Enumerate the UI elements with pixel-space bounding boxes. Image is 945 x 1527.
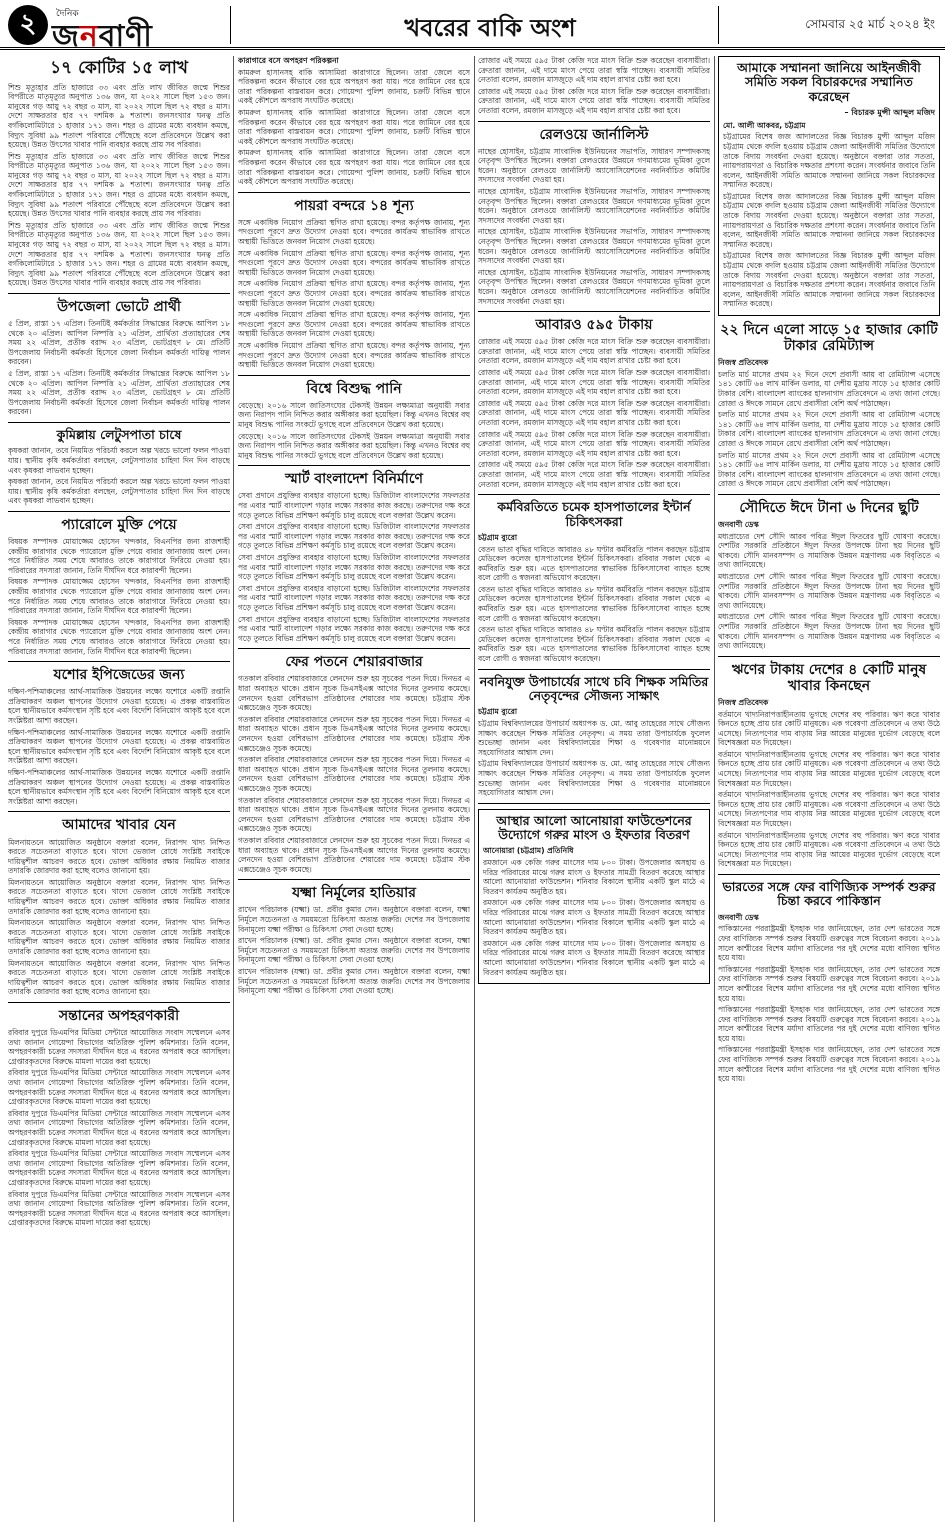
story-body: রবিবার দুপুরে ডিএমপির মিডিয়া সেন্টারে আয়োজিত সংবাদ সম্মেলনে এসব তথ্য জানান গোয়েন্দা বিভাগের অতিরিক্ত পুলিশ কমিশনার। তিনি বলেন, অপহরণকারী চক্রের সদস্যরা দীর্ঘদিন ধরে এ ধরনের অপরাধ করে আসছিল। গ্রেপ্তারকৃতদের বিরুদ্ধে মামলা দায়ের করা হয়েছে।: [8, 1149, 230, 1188]
headline: ২২ দিনে এলো সাড়ে ১৫ হাজার কোটি টাকার রেমিট্যান্স: [720, 322, 938, 355]
story-iftar: [478, 809, 710, 984]
story-pakistan: [718, 880, 940, 1084]
story-divider: [718, 656, 940, 657]
story-divider: [238, 192, 470, 193]
story-body: চট্টগ্রাম বিশ্ববিদ্যালয়ের উপাচার্য অধ্যাপক ড. মো. আবু তাহেরের সাথে সৌজন্য সাক্ষাৎ করেছেন শিক্ষক সমিতির নেতৃবৃন্দ। এ সময় তারা উপাচার্যকে ফুলেল শুভেচ্ছা জানান এবং বিশ্ববিদ্যালয়ের শিক্ষা ও গবেষণার মানোন্নয়নে সহযোগিতার আশ্বাস দেন।: [478, 759, 710, 798]
story-body: রাখেন পরিচালক (যক্ষ্মা) ডা. প্রবীর কুমার সেন। অনুষ্ঠানে বক্তারা বলেন, যক্ষ্মা নির্মূলে সচেতনতা ও সময়মতো চিকিৎসা অত্যন্ত জরুরি। দেশের সব উপজেলায় বিনামূল্যে যক্ষ্মা পরীক্ষা ও চিকিৎসা সেবা দেওয়া হচ্ছে।: [238, 936, 470, 965]
story-lawyers: [718, 56, 940, 316]
story-body: দক্ষিণ-পশ্চিমাঞ্চলের আর্থ-সামাজিক উন্নয়নের লক্ষ্যে যশোরে একটি রপ্তানি প্রক্রিয়াকরণ অঞ্চল স্থাপনের উদ্যোগ নেওয়া হয়েছে। এ প্রকল্প বাস্তবায়িত হলে স্থানীয়ভাবে কর্মসংস্থান সৃষ্টি হবে এবং বিদেশি বিনিয়োগ আকৃষ্ট হবে বলে সংশ্লিষ্টরা আশা করছেন।: [8, 727, 230, 766]
story-body: গতকাল রবিবার শেয়ারবাজারে লেনদেন শুরু হয় সূচকের পতন দিয়ে। দিনভর এ ধারা অব্যাহত থাকে। প্রধান সূচক ডিএসইএক্স আগের দিনের তুলনায় কমেছে। লেনদেন হওয়া বেশিরভাগ প্রতিষ্ঠানের শেয়ারের দাম কমেছে। চট্টগ্রাম স্টক এক্সচেঞ্জেও সূচক কমেছে।: [238, 714, 470, 753]
story-body: গতকাল রবিবার শেয়ারবাজারে লেনদেন শুরু হয় সূচকের পতন দিয়ে। দিনভর এ ধারা অব্যাহত থাকে। প্রধান সূচক ডিএসইএক্স আগের দিনের তুলনায় কমেছে। লেনদেন হওয়া বেশিরভাগ প্রতিষ্ঠানের শেয়ারের দাম কমেছে। চট্টগ্রাম স্টক এক্সচেঞ্জেও সূচক কমেছে।: [238, 755, 470, 793]
column-4: [718, 56, 940, 1522]
headline: যক্ষ্মা নির্মূলের হাতিয়ার: [292, 885, 416, 902]
story-body: বেতন ভাতা বৃদ্ধির দাবিতে আবারও ৪৮ ঘণ্টার কর্মবিরতি পালন করছেন চট্টগ্রাম মেডিকেল কলেজ হাসপাতালের ইন্টার্ন চিকিৎসকরা। রবিবার সকাল থেকে এ কর্মবিরতি শুরু হয়। এতে হাসপাতালের স্বাভাবিক চিকিৎসাসেবা ব্যাহত হচ্ছে বলে রোগী ও স্বজনরা অভিযোগ করেছেন।: [478, 584, 710, 623]
section-title: খবরের বাকি অংশ: [404, 13, 576, 42]
story-body: রমজানে এক কেজি গরুর মাংসের দাম ৮০০ টাকা। উপজেলার অসহায় ও দরিদ্র পরিবারের মাঝে গরুর মাংস ও ইফতার সামগ্রী বিতরণ করেছে আস্থার আলো আনোয়ারা ফাউন্ডেশন। শনিবার বিকালে স্থানীয় একটি স্কুল মাঠে এ বিতরণ কার্যক্রম অনুষ্ঠিত হয়।: [483, 858, 705, 896]
story-body: কামরুল হাসানসহ বাকি আসামিরা কারাগারে ছিলেন। তারা জেলে বসে পরিকল্পনা করেন কীভাবে বের হয়ে অপহরণ করা যায়। পরে জামিনে বের হয়ে তারা পরিকল্পনা বাস্তবায়ন করে। গোয়েন্দা পুলিশ জানায়, চক্রটি বিভিন্ন স্থানে একই কৌশলে অপরাধ সংঘটিত করেছে।: [238, 148, 470, 187]
story-divider: [238, 879, 470, 880]
story-body: ৫ প্রিল, রাস্তা ১৭ এপ্রিল। তিনটিই কর্মকর্তার সিদ্ধান্তের বিরুদ্ধে আপিল ১৮ থেকে ২০ এপ্রিল। আপিল নিষ্পত্তি ২১ এপ্রিল, প্রার্থিতা প্রত্যাহারের শেষ সময় ২২ এপ্রিল, প্রতীক বরাদ্দ ২৩ এপ্রিল, ভোটগ্রহণ ৮ মে। প্রতিটি উপজেলায় নির্বাচনী কর্মকর্তা হিসেবে জেলা নির্বাচন কর্মকর্তা দায়িত্ব পালন করবেন।: [8, 369, 230, 417]
story-body: মিলনায়তনে আয়োজিত অনুষ্ঠানে বক্তারা বলেন, নিরাপদ খাদ্য নিশ্চিত করতে সচেতনতা বাড়াতে হবে। খাদ্যে ভেজাল রোধে সংশ্লিষ্ট সবাইকে দায়িত্বশীল আচরণ করতে হবে। ভোক্তা অধিকার রক্ষায় নিয়মিত বাজার তদারকি জোরদার করা হচ্ছে বলেও জানানো হয়।: [8, 837, 230, 876]
story-body: রোজার এই সময়ে ৫৯৫ টাকা কেজি দরে মাংস বিক্রি শুরু করেছেন ব্যবসায়ীরা। ক্রেতারা জানান, এই দামে মাংস পেয়ে তারা স্বস্তি পাচ্ছেন। ব্যবসায়ী সমিতির নেতারা বলেন, রমজান মাসজুড়ে এই দাম বহাল রাখার চেষ্টা করা হবে।: [478, 429, 710, 458]
headline: ফের পতনে শেয়ারবাজার: [285, 654, 423, 671]
story-body: বিষয়ক সম্পাদক মোয়াজ্জেম হোসেন খন্দকার, বিএনপির জন্য রাজশাহী কেন্দ্রীয় কারাগার থেকে প্যারোলে মুক্তি পেয়ে বাবার জানাজায় অংশ নেন। পরে নির্ধারিত সময় শেষে আবারও তাকে কারাগারে ফিরিয়ে নেওয়া হয়। পরিবারের সদস্যরা জানান, তিনি দীর্ঘদিন ধরে কারাবন্দী ছিলেন।: [8, 577, 230, 616]
story-body: সঙ্গে একাধিক নিয়োগ প্রক্রিয়া স্থগিত রাখা হয়েছে। বন্দর কর্তৃপক্ষ জানায়, শূন্য পদগুলো পূরণে দ্রুত উদ্যোগ নেওয়া হবে। বন্দরের কার্যক্রম স্বাভাবিক রাখতে অস্থায়ী ভিত্তিতে জনবল নিয়োগ দেওয়া হয়েছে।: [238, 340, 470, 370]
story-body: বিষয়ক সম্পাদক মোয়াজ্জেম হোসেন খন্দকার, বিএনপির জন্য রাজশাহী কেন্দ্রীয় কারাগার থেকে প্যারোলে মুক্তি পেয়ে বাবার জানাজায় অংশ নেন। পরে নির্ধারিত সময় শেষে আবারও তাকে কারাগারে ফিরিয়ে নেওয়া হয়। পরিবারের সদস্যরা জানান, তিনি দীর্ঘদিন ধরে কারাবন্দী ছিলেন।: [8, 537, 230, 575]
story-body: রবিবার দুপুরে ডিএমপির মিডিয়া সেন্টারে আয়োজিত সংবাদ সম্মেলনে এসব তথ্য জানান গোয়েন্দা বিভাগের অতিরিক্ত পুলিশ কমিশনার। তিনি বলেন, অপহরণকারী চক্রের সদস্যরা দীর্ঘদিন ধরে এ ধরনের অপরাধ করে আসছিল। গ্রেপ্তারকৃতদের বিরুদ্ধে মামলা দায়ের করা হয়েছে।: [8, 1108, 230, 1147]
story-body: দক্ষিণ-পশ্চিমাঞ্চলের আর্থ-সামাজিক উন্নয়নের লক্ষ্যে যশোরে একটি রপ্তানি প্রক্রিয়াকরণ অঞ্চল স্থাপনের উদ্যোগ নেওয়া হয়েছে। এ প্রকল্প বাস্তবায়িত হলে স্থানীয়ভাবে কর্মসংস্থান সৃষ্টি হবে এবং বিদেশি বিনিয়োগ আকৃষ্ট হবে বলে সংশ্লিষ্টরা আশা করছেন।: [8, 687, 230, 726]
story-price: [478, 317, 710, 489]
story-body: মধ্যপ্রাচ্যের দেশ সৌদি আরব পবিত্র ঈদুল ফিতরের ছুটি ঘোষণা করেছে। দেশটির সরকারি প্রতিষ্ঠানে ঈদুল ফিতর উপলক্ষে টানা ছয় দিনের ছুটি থাকবে। সৌদি মানবসম্পদ ও সামাজিক উন্নয়ন মন্ত্রণালয় এক বিবৃতিতে এ তথ্য জানিয়েছে।: [718, 571, 940, 610]
story-body: কৃষকরা জানান, তবে নিয়মিত পরিচর্যা করলে অল্প খরচে ভালো ফলন পাওয়া যায়। স্থানীয় কৃষি কর্মকর্তারা বলছেন, লেটুসপাতার চাহিদা দিন দিন বাড়ছে এবং কৃষকরা লাভবান হচ্ছেন।: [8, 446, 230, 475]
story-divider: [478, 494, 710, 495]
headline: যশোর ইপিজেডের জন্য: [53, 667, 185, 684]
story-body: মধ্যপ্রাচ্যের দেশ সৌদি আরব পবিত্র ঈদুল ফিতরের ছুটি ঘোষণা করেছে। দেশটির সরকারি প্রতিষ্ঠানে ঈদুল ফিতর উপলক্ষে টানা ছয় দিনের ছুটি থাকবে। সৌদি মানবসম্পদ ও সামাজিক উন্নয়ন মন্ত্রণালয় এক বিবৃতিতে এ তথ্য জানিয়েছে।: [718, 612, 940, 651]
headline: কর্মবিরতিতে চমেক হাসপাতালের ইন্টার্ন চিকিৎসকরা: [497, 499, 691, 529]
headline: আমাদের খাবার যেন: [62, 817, 176, 834]
headline: স্মার্ট বাংলাদেশ বিনির্মাণে: [285, 471, 423, 488]
story-body: চলতি মার্চ মাসের প্রথম ২২ দিনে দেশে প্রবাসী আয় বা রেমিট্যান্স এসেছে ১৪১ কোটি ৬৪ লাখ মার্কিন ডলার, যা দেশীয় মুদ্রায় সাড়ে ১৫ হাজার কোটি টাকার বেশি। বাংলাদেশ ব্যাংকের হালনাগাদ প্রতিবেদনে এ তথ্য জানা গেছে। রোজা ও ঈদকে সামনে রেখে প্রবাসীরা বেশি অর্থ পাঠাচ্ছেন।: [718, 450, 940, 489]
story-tb: [238, 885, 470, 995]
story-body: রবিবার দুপুরে ডিএমপির মিডিয়া সেন্টারে আয়োজিত সংবাদ সম্মেলনে এসব তথ্য জানান গোয়েন্দা বিভাগের অতিরিক্ত পুলিশ কমিশনার। তিনি বলেন, অপহরণকারী চক্রের সদস্যরা দীর্ঘদিন ধরে এ ধরনের অপরাধ করে আসছিল। গ্রেপ্তারকৃতদের বিরুদ্ধে মামলা দায়ের করা হয়েছে।: [8, 1028, 230, 1066]
story-body: সেবা প্রদানে প্রযুক্তির ব্যবহার বাড়ানো হচ্ছে। ডিজিটাল বাংলাদেশের সফলতার পর এবার স্মার্ট বাংলাদেশ গড়ার লক্ষ্যে সরকার কাজ করছে। তরুণদের দক্ষ করে গড়ে তুলতে বিভিন্ন প্রশিক্ষণ কর্মসূচি চালু রয়েছে বলে বক্তারা উল্লেখ করেন।: [238, 491, 470, 520]
story-body: মিলনায়তনে আয়োজিত অনুষ্ঠানে বক্তারা বলেন, নিরাপদ খাদ্য নিশ্চিত করতে সচেতনতা বাড়াতে হবে। খাদ্যে ভেজাল রোধে সংশ্লিষ্ট সবাইকে দায়িত্বশীল আচরণ করতে হবে। ভোক্তা অধিকার রক্ষায় নিয়মিত বাজার তদারকি জোরদার করা হচ্ছে বলেও জানানো হয়।: [8, 958, 230, 997]
story-body: গতকাল রবিবার শেয়ারবাজারে লেনদেন শুরু হয় সূচকের পতন দিয়ে। দিনভর এ ধারা অব্যাহত থাকে। প্রধান সূচক ডিএসইএক্স আগের দিনের তুলনায় কমেছে। লেনদেন হওয়া বেশিরভাগ প্রতিষ্ঠানের শেয়ারের দাম কমেছে। চট্টগ্রাম স্টক এক্সচেঞ্জেও সূচক কমেছে।: [238, 674, 470, 713]
masthead-divider: [718, 6, 719, 44]
story-body: বেতন ভাতা বৃদ্ধির দাবিতে আবারও ৪৮ ঘণ্টার কর্মবিরতি পালন করছেন চট্টগ্রাম মেডিকেল কলেজ হাসপাতালের ইন্টার্ন চিকিৎসকরা। রবিবার সকাল থেকে এ কর্মবিরতি শুরু হয়। এতে হাসপাতালের স্বাভাবিক চিকিৎসাসেবা ব্যাহত হচ্ছে বলে রোগী ও স্বজনরা অভিযোগ করেছেন।: [478, 625, 710, 664]
story-body: বর্তমানে খাদ্যনিরাপত্তাহীনতায় ভুগছে দেশের বহু পরিবার। ঋণ করে খাবার কিনতে হচ্ছে প্রায় চার কোটি মানুষকে। এক গবেষণা প্রতিবেদনে এ তথ্য উঠে এসেছে। নিত্যপণ্যের দাম বাড়ায় নিম্ন আয়ের মানুষের দুর্ভোগ বেড়েছে বলে বিশেষজ্ঞরা মত দিয়েছেন।: [718, 830, 940, 869]
story-divider: [8, 1002, 230, 1003]
story-body: পাকিস্তানের পররাষ্ট্রমন্ত্রী ইসহাক দার জানিয়েছেন, তার দেশ ভারতের সঙ্গে ফের বাণিজ্যিক সম্পর্ক শুরুর বিষয়টি গুরুত্বের সঙ্গে বিবেচনা করবে। ২০১৯ সালে কাশ্মীরের বিশেষ মর্যাদা বাতিলের পর দুই দেশের মধ্যে বাণিজ্য স্থগিত হয়ে যায়।: [718, 1045, 940, 1084]
story-body: সঙ্গে একাধিক নিয়োগ প্রক্রিয়া স্থগিত রাখা হয়েছে। বন্দর কর্তৃপক্ষ জানায়, শূন্য পদগুলো পূরণে দ্রুত উদ্যোগ নেওয়া হবে। বন্দরের কার্যক্রম স্বাভাবিক রাখতে অস্থায়ী ভিত্তিতে জনবল নিয়োগ দেওয়া হয়েছে।: [238, 217, 470, 246]
byline: জনবাণী ডেস্ক: [718, 912, 759, 922]
logo-prefix: দৈনিক: [56, 9, 79, 19]
headline: সৌদিতে ঈদে টানা ৬ দিনের ছুটি: [739, 499, 919, 516]
quote-attribution: – বিচারক মুন্সী আব্দুল মজিদ: [844, 107, 935, 118]
headline: উপজেলা ভোটে প্রার্থী: [57, 299, 181, 316]
story-smart: [238, 471, 470, 643]
headline: আমাকে সম্মাননা জানিয়ে আইনজীবী সমিতি সকল বিচারকদের সম্মানিত করেছেন: [737, 60, 921, 104]
story-comilla: [8, 428, 230, 506]
story-body: মিলনায়তনে আয়োজিত অনুষ্ঠানে বক্তারা বলেন, নিরাপদ খাদ্য নিশ্চিত করতে সচেতনতা বাড়াতে হবে। খাদ্যে ভেজাল রোধে সংশ্লিষ্ট সবাইকে দায়িত্বশীল আচরণ করতে হবে। ভোক্তা অধিকার রক্ষায় নিয়মিত বাজার তদারকি জোরদার করা হচ্ছে বলেও জানানো হয়।: [8, 918, 230, 957]
story-jessore: [8, 667, 230, 806]
story-body: নাছের হোসাইন, চট্টগ্রাম সাংবাদিক ইউনিয়নের সভাপতি, সাধারণ সম্পাদকসহ নেতৃবৃন্দ উপস্থিত ছিলেন। বক্তারা রেলওয়ের উন্নয়নে গণমাধ্যমের ভূমিকা তুলে ধরেন। অনুষ্ঠানে রেলওয়ে জার্নালিস্ট অ্যাসোসিয়েশনের নবনির্বাচিত কমিটির সদস্যদের সংবর্ধনা দেওয়া হয়।: [478, 227, 710, 266]
story-body: বিষয়ক সম্পাদক মোয়াজ্জেম হোসেন খন্দকার, বিএনপির জন্য রাজশাহী কেন্দ্রীয় কারাগার থেকে প্যারোলে মুক্তি পেয়ে বাবার জানাজায় অংশ নেন। পরে নির্ধারিত সময় শেষে আবারও তাকে কারাগারে ফিরিয়ে নেওয়া হয়। পরিবারের সদস্যরা জানান, তিনি দীর্ঘদিন ধরে কারাবন্দী ছিলেন।: [8, 617, 230, 656]
column-rule: [714, 56, 715, 1522]
story-body: সেবা প্রদানে প্রযুক্তির ব্যবহার বাড়ানো হচ্ছে। ডিজিটাল বাংলাদেশের সফলতার পর এবার স্মার্ট বাংলাদেশ গড়ার লক্ষ্যে সরকার কাজ করছে। তরুণদের দক্ষ করে গড়ে তুলতে বিভিন্ন প্রশিক্ষণ কর্মসূচি চালু রয়েছে বলে বক্তারা উল্লেখ করেন।: [238, 553, 470, 582]
column-rule: [233, 56, 234, 1522]
story-divider: [238, 648, 470, 649]
story-body: শিশু মৃত্যুহার প্রতি হাজারে ৩৩ এবং প্রতি লাখ জীবিত জন্মে শিশুর বিপরীতে মাতৃমৃত্যুর অনুপাত ১৩৬ জন, যা ২০২২ সালে ছিল ১৫৩ জন। মানুষের গড় আয়ু ৭২ বছর ৩ মাস, যা ২০২২ সালে ছিল ৭২ বছর ৪ মাস। দেশে সাক্ষরতার হার ৭৭ দশমিক ৯ শতাংশ। জনসংখ্যার ঘনত্ব প্রতি বর্গকিলোমিটারে ১ হাজার ১৭১ জন। শহর ও গ্রামের মধ্যে ব্যবধান কমছে, বিদ্যুৎ সুবিধা ৯৯ শতাংশ পরিবারে পৌঁছেছে বলে প্রতিবেদনে উল্লেখ করা হয়েছে। উন্নত উৎসের খাবার পানি ব্যবহার করছে প্রায় সব পরিবার।: [8, 82, 230, 150]
story-body: রমজানে এক কেজি গরুর মাংসের দাম ৮০০ টাকা। উপজেলার অসহায় ও দরিদ্র পরিবারের মাঝে গরুর মাংস ও ইফতার সামগ্রী বিতরণ করেছে আস্থার আলো আনোয়ারা ফাউন্ডেশন। শনিবার বিকালে স্থানীয় একটি স্কুল মাঠে এ বিতরণ কার্যক্রম অনুষ্ঠিত হয়।: [483, 898, 705, 937]
story-saudi: [718, 500, 940, 651]
story-loan: [718, 662, 940, 869]
story-body: রাখেন পরিচালক (যক্ষ্মা) ডা. প্রবীর কুমার সেন। অনুষ্ঠানে বক্তারা বলেন, যক্ষ্মা নির্মূলে সচেতনতা ও সময়মতো চিকিৎসা অত্যন্ত জরুরি। দেশের সব উপজেলায় বিনামূল্যে যক্ষ্মা পরীক্ষা ও চিকিৎসা সেবা দেওয়া হচ্ছে।: [238, 905, 470, 934]
story-body: মধ্যপ্রাচ্যের দেশ সৌদি আরব পবিত্র ঈদুল ফিতরের ছুটি ঘোষণা করেছে। দেশটির সরকারি প্রতিষ্ঠানে ঈদুল ফিতর উপলক্ষে টানা ছয় দিনের ছুটি থাকবে। সৌদি মানবসম্পদ ও সামাজিক উন্নয়ন মন্ত্রণালয় এক বিবৃতিতে এ তথ্য জানিয়েছে।: [718, 531, 940, 570]
column-2: [238, 56, 470, 1522]
headline: রেলওয়ে জার্নালিস্ট: [539, 126, 649, 143]
story-body: চলতি মার্চ মাসের প্রথম ২২ দিনে দেশে প্রবাসী আয় বা রেমিট্যান্স এসেছে ১৪১ কোটি ৬৪ লাখ মার্কিন ডলার, যা দেশীয় মুদ্রায় সাড়ে ১৫ হাজার কোটি টাকার বেশি। বাংলাদেশ ব্যাংকের হালনাগাদ প্রতিবেদনে এ তথ্য জানা গেছে। রোজা ও ঈদকে সামনে রেখে প্রবাসীরা বেশি অর্থ পাঠাচ্ছেন।: [718, 410, 940, 448]
story-body: রোজার এই সময়ে ৫৯৫ টাকা কেজি দরে মাংস বিক্রি শুরু করেছেন ব্যবসায়ীরা। ক্রেতারা জানান, এই দামে মাংস পেয়ে তারা স্বস্তি পাচ্ছেন। ব্যবসায়ী সমিতির নেতারা বলেন, রমজান মাসজুড়ে এই দাম বহাল রাখার চেষ্টা করা হবে।: [478, 56, 710, 85]
story-upazila: [8, 299, 230, 417]
subheading: কারাগারে বসে অপহরণ পরিকল্পনা: [238, 56, 339, 65]
story-body: রবিবার দুপুরে ডিএমপির মিডিয়া সেন্টারে আয়োজিত সংবাদ সম্মেলনে এসব তথ্য জানান গোয়েন্দা বিভাগের অতিরিক্ত পুলিশ কমিশনার। তিনি বলেন, অপহরণকারী চক্রের সদস্যরা দীর্ঘদিন ধরে এ ধরনের অপরাধ করে আসছিল। গ্রেপ্তারকৃতদের বিরুদ্ধে মামলা দায়ের করা হয়েছে।: [8, 1068, 230, 1107]
story-body: রবিবার দুপুরে ডিএমপির মিডিয়া সেন্টারে আয়োজিত সংবাদ সম্মেলনে এসব তথ্য জানান গোয়েন্দা বিভাগের অতিরিক্ত পুলিশ কমিশনার। তিনি বলেন, অপহরণকারী চক্রের সদস্যরা দীর্ঘদিন ধরে এ ধরনের অপরাধ করে আসছিল। গ্রেপ্তারকৃতদের বিরুদ্ধে মামলা দায়ের করা হয়েছে।: [8, 1189, 230, 1228]
story-divider: [478, 121, 710, 122]
page-number: ২: [8, 5, 48, 45]
story-divider: [718, 874, 940, 875]
story-railway: [478, 127, 710, 307]
story-body: গতকাল রবিবার শেয়ারবাজারে লেনদেন শুরু হয় সূচকের পতন দিয়ে। দিনভর এ ধারা অব্যাহত থাকে। প্রধান সূচক ডিএসইএক্স আগের দিনের তুলনায় কমেছে। লেনদেন হওয়া বেশিরভাগ প্রতিষ্ঠানের শেয়ারের দাম কমেছে। চট্টগ্রাম স্টক এক্সচেঞ্জেও সূচক কমেছে।: [238, 835, 470, 874]
story-body: রাখেন পরিচালক (যক্ষ্মা) ডা. প্রবীর কুমার সেন। অনুষ্ঠানে বক্তারা বলেন, যক্ষ্মা নির্মূলে সচেতনতা ও সময়মতো চিকিৎসা অত্যন্ত জরুরি। দেশের সব উপজেলায় বিনামূল্যে যক্ষ্মা পরীক্ষা ও চিকিৎসা সেবা দেওয়া হচ্ছে।: [238, 967, 470, 996]
story-body: রোজার এই সময়ে ৫৯৫ টাকা কেজি দরে মাংস বিক্রি শুরু করেছেন ব্যবসায়ীরা। ক্রেতারা জানান, এই দামে মাংস পেয়ে তারা স্বস্তি পাচ্ছেন। ব্যবসায়ী সমিতির নেতারা বলেন, রমজান মাসজুড়ে এই দাম বহাল রাখার চেষ্টা করা হবে।: [478, 460, 710, 489]
story-body: সেবা প্রদানে প্রযুক্তির ব্যবহার বাড়ানো হচ্ছে। ডিজিটাল বাংলাদেশের সফলতার পর এবার স্মার্ট বাংলাদেশ গড়ার লক্ষ্যে সরকার কাজ করছে। তরুণদের দক্ষ করে গড়ে তুলতে বিভিন্ন প্রশিক্ষণ কর্মসূচি চালু রয়েছে বলে বক্তারা উল্লেখ করেন।: [238, 522, 470, 551]
story-prison: [238, 56, 470, 187]
headline: ভারতের সঙ্গে ফের বাণিজ্যিক সম্পর্ক শুরুর চিন্তা করবে পাকিস্তান: [722, 879, 936, 909]
byline: নিজস্ব প্রতিবেদক: [718, 697, 769, 707]
story-divider: [8, 293, 230, 294]
headline: সন্তানের অপহরণকারী: [58, 1008, 180, 1025]
story-body: চলতি মার্চ মাসের প্রথম ২২ দিনে দেশে প্রবাসী আয় বা রেমিট্যান্স এসেছে ১৪১ কোটি ৬৪ লাখ মার্কিন ডলার, যা দেশীয় মুদ্রায় সাড়ে ১৫ হাজার কোটি টাকার বেশি। বাংলাদেশ ব্যাংকের হালনাগাদ প্রতিবেদনে এ তথ্য জানা গেছে। রোজা ও ঈদকে সামনে রেখে প্রবাসীরা বেশি অর্থ পাঠাচ্ছেন।: [718, 369, 940, 408]
story-body: কৃষকরা জানান, তবে নিয়মিত পরিচর্যা করলে অল্প খরচে ভালো ফলন পাওয়া যায়। স্থানীয় কৃষি কর্মকর্তারা বলছেন, লেটুসপাতার চাহিদা দিন দিন বাড়ছে এবং কৃষকরা লাভবান হচ্ছেন।: [8, 477, 230, 506]
logo-part-mid: ন: [79, 19, 99, 54]
story-divider: [8, 422, 230, 423]
headline: কুমিল্লায় লেটুসপাতা চাষে: [56, 427, 182, 443]
story-body: সঙ্গে একাধিক নিয়োগ প্রক্রিয়া স্থগিত রাখা হয়েছে। বন্দর কর্তৃপক্ষ জানায়, শূন্য পদগুলো পূরণে দ্রুত উদ্যোগ নেওয়া হবে। বন্দরের কার্যক্রম স্বাভাবিক রাখতে অস্থায়ী ভিত্তিতে জনবল নিয়োগ দেওয়া হয়েছে।: [238, 310, 470, 339]
story-body: রোজার এই সময়ে ৫৯৫ টাকা কেজি দরে মাংস বিক্রি শুরু করেছেন ব্যবসায়ীরা। ক্রেতারা জানান, এই দামে মাংস পেয়ে তারা স্বস্তি পাচ্ছেন। ব্যবসায়ী সমিতির নেতারা বলেন, রমজান মাসজুড়ে এই দাম বহাল রাখার চেষ্টা করা হবে।: [478, 368, 710, 397]
story-body: শিশু মৃত্যুহার প্রতি হাজারে ৩৩ এবং প্রতি লাখ জীবিত জন্মে শিশুর বিপরীতে মাতৃমৃত্যুর অনুপাত ১৩৬ জন, যা ২০২২ সালে ছিল ১৫৩ জন। মানুষের গড় আয়ু ৭২ বছর ৩ মাস, যা ২০২২ সালে ছিল ৭২ বছর ৪ মাস। দেশে সাক্ষরতার হার ৭৭ দশমিক ৯ শতাংশ। জনসংখ্যার ঘনত্ব প্রতি বর্গকিলোমিটারে ১ হাজার ১৭১ জন। শহর ও গ্রামের মধ্যে ব্যবধান কমছে, বিদ্যুৎ সুবিধা ৯৯ শতাংশ পরিবারে পৌঁছেছে বলে প্রতিবেদনে উল্লেখ করা হয়েছে। উন্নত উৎসের খাবার পানি ব্যবহার করছে প্রায় সব পরিবার।: [8, 220, 230, 288]
story-body: চট্টগ্রামের বিশেষ জজ আদালতের বিজ্ঞ বিচারক মুন্সী আব্দুল মজিদ চট্টগ্রাম থেকে বদলি হওয়ায় চট্টগ্রাম জেলা আইনজীবী সমিতির উদ্যোগে তাকে বিদায় সংবর্ধনা দেওয়া হয়েছে। অনুষ্ঠানে বক্তারা তার সততা, ন্যায়পরায়ণতা ও বিচারিক দক্ষতার প্রশংসা করেন। সংবর্ধনার জবাবে তিনি বলেন, আইনজীবী সমিতি আমাকে সম্মাননা জানিয়ে সকল বিচারকদের সম্মানিত করেছে।: [723, 191, 935, 249]
masthead-divider: [230, 6, 231, 44]
byline: চট্টগ্রাম ব্যুরো: [478, 532, 518, 542]
headline: পায়রা বন্দরে ১৪ শূন্য: [294, 197, 414, 214]
story-crore: [8, 59, 230, 288]
story-body: মিলনায়তনে আয়োজিত অনুষ্ঠানে বক্তারা বলেন, নিরাপদ খাদ্য নিশ্চিত করতে সচেতনতা বাড়াতে হবে। খাদ্যে ভেজাল রোধে সংশ্লিষ্ট সবাইকে দায়িত্বশীল আচরণ করতে হবে। ভোক্তা অধিকার রক্ষায় নিয়মিত বাজার তদারকি জোরদার করা হচ্ছে বলেও জানানো হয়।: [8, 877, 230, 916]
headline: আবারও ৫৯৫ টাকায়: [535, 317, 653, 334]
story-payra: [238, 198, 470, 370]
story-divider: [478, 311, 710, 312]
column-3: [478, 56, 710, 1522]
story-divider: [478, 669, 710, 670]
story-divider: [238, 375, 470, 376]
story-body: বেড়েছে। ২০১৬ সালে জাতিসংঘের টেকসই উন্নয়ন লক্ষ্যমাত্রা অনুযায়ী সবার জন্য নিরাপদ পানি নিশ্চিত করার অঙ্গীকার করা হয়েছিল। কিন্তু এখনও বিশ্বের বহু মানুষ বিশুদ্ধ পানির সংকটে ভুগছে বলে প্রতিবেদনে উল্লেখ করা হয়েছে।: [238, 431, 470, 460]
story-body: রোজার এই সময়ে ৫৯৫ টাকা কেজি দরে মাংস বিক্রি শুরু করেছেন ব্যবসায়ীরা। ক্রেতারা জানান, এই দামে মাংস পেয়ে তারা স্বস্তি পাচ্ছেন। ব্যবসায়ী সমিতির নেতারা বলেন, রমজান মাসজুড়ে এই দাম বহাল রাখার চেষ্টা করা হবে।: [478, 337, 710, 366]
story-body: পাকিস্তানের পররাষ্ট্রমন্ত্রী ইসহাক দার জানিয়েছেন, তার দেশ ভারতের সঙ্গে ফের বাণিজ্যিক সম্পর্ক শুরুর বিষয়টি গুরুত্বের সঙ্গে বিবেচনা করবে। ২০১৯ সালে কাশ্মীরের বিশেষ মর্যাদা বাতিলের পর দুই দেশের মধ্যে বাণিজ্য স্থগিত হয়ে যায়।: [718, 964, 940, 1003]
story-remittance: [718, 322, 940, 489]
dateline: সোমবার ২৫ মার্চ ২০২৪ ইং: [805, 17, 935, 31]
story-body: পাকিস্তানের পররাষ্ট্রমন্ত্রী ইসহাক দার জানিয়েছেন, তার দেশ ভারতের সঙ্গে ফের বাণিজ্যিক সম্পর্ক শুরুর বিষয়টি গুরুত্বের সঙ্গে বিবেচনা করবে। ২০১৯ সালে কাশ্মীরের বিশেষ মর্যাদা বাতিলের পর দুই দেশের মধ্যে বাণিজ্য স্থগিত হয়ে যায়।: [718, 924, 940, 963]
story-parole: [8, 517, 230, 656]
story-body: সঙ্গে একাধিক নিয়োগ প্রক্রিয়া স্থগিত রাখা হয়েছে। বন্দর কর্তৃপক্ষ জানায়, শূন্য পদগুলো পূরণে দ্রুত উদ্যোগ নেওয়া হবে। বন্দরের কার্যক্রম স্বাভাবিক রাখতে অস্থায়ী ভিত্তিতে জনবল নিয়োগ দেওয়া হয়েছে।: [238, 279, 470, 308]
story-body: কামরুল হাসানসহ বাকি আসামিরা কারাগারে ছিলেন। তারা জেলে বসে পরিকল্পনা করেন কীভাবে বের হয়ে অপহরণ করা যায়। পরে জামিনে বের হয়ে তারা পরিকল্পনা বাস্তবায়ন করে। গোয়েন্দা পুলিশ জানায়, চক্রটি বিভিন্ন স্থানে একই কৌশলে অপরাধ সংঘটিত করেছে।: [238, 107, 470, 146]
story-divider: [238, 465, 470, 466]
story-body: রোজার এই সময়ে ৫৯৫ টাকা কেজি দরে মাংস বিক্রি শুরু করেছেন ব্যবসায়ীরা। ক্রেতারা জানান, এই দামে মাংস পেয়ে তারা স্বস্তি পাচ্ছেন। ব্যবসায়ী সমিতির নেতারা বলেন, রমজান মাসজুড়ে এই দাম বহাল রাখার চেষ্টা করা হবে।: [478, 86, 710, 115]
story-body: বর্তমানে খাদ্যনিরাপত্তাহীনতায় ভুগছে দেশের বহু পরিবার। ঋণ করে খাবার কিনতে হচ্ছে প্রায় চার কোটি মানুষকে। এক গবেষণা প্রতিবেদনে এ তথ্য উঠে এসেছে। নিত্যপণ্যের দাম বাড়ায় নিম্ন আয়ের মানুষের দুর্ভোগ বেড়েছে বলে বিশেষজ্ঞরা মত দিয়েছেন।: [718, 749, 940, 788]
logo-part-right: বাণী: [98, 19, 153, 54]
story-body: নাছের হোসাইন, চট্টগ্রাম সাংবাদিক ইউনিয়নের সভাপতি, সাধারণ সম্পাদকসহ নেতৃবৃন্দ উপস্থিত ছিলেন। বক্তারা রেলওয়ের উন্নয়নে গণমাধ্যমের ভূমিকা তুলে ধরেন। অনুষ্ঠানে রেলওয়ে জার্নালিস্ট অ্যাসোসিয়েশনের নবনির্বাচিত কমিটির সদস্যদের সংবর্ধনা দেওয়া হয়।: [478, 187, 710, 225]
story-body: চট্টগ্রাম বিশ্ববিদ্যালয়ের উপাচার্য অধ্যাপক ড. মো. আবু তাহেরের সাথে সৌজন্য সাক্ষাৎ করেছেন শিক্ষক সমিতির নেতৃবৃন্দ। এ সময় তারা উপাচার্যকে ফুলেল শুভেচ্ছা জানান এবং বিশ্ববিদ্যালয়ের শিক্ষা ও গবেষণার মানোন্নয়নে সহযোগিতার আশ্বাস দেন।: [478, 718, 710, 757]
headline: নবনিযুক্ত উপাচার্যের সাথে চবি শিক্ষক সমিতির নেতৃবৃন্দের সৌজন্য সাক্ষাৎ: [479, 673, 709, 703]
story-body: সেবা প্রদানে প্রযুক্তির ব্যবহার বাড়ানো হচ্ছে। ডিজিটাল বাংলাদেশের সফলতার পর এবার স্মার্ট বাংলাদেশ গড়ার লক্ষ্যে সরকার কাজ করছে। তরুণদের দক্ষ করে গড়ে তুলতে বিভিন্ন প্রশিক্ষণ কর্মসূচি চালু রয়েছে বলে বক্তারা উল্লেখ করেন।: [238, 614, 470, 643]
masthead: [0, 0, 945, 54]
story-divider: [8, 661, 230, 662]
story-body: বর্তমানে খাদ্যনিরাপত্তাহীনতায় ভুগছে দেশের বহু পরিবার। ঋণ করে খাবার কিনতে হচ্ছে প্রায় চার কোটি মানুষকে। এক গবেষণা প্রতিবেদনে এ তথ্য উঠে এসেছে। নিত্যপণ্যের দাম বাড়ায় নিম্ন আয়ের মানুষের দুর্ভোগ বেড়েছে বলে বিশেষজ্ঞরা মত দিয়েছেন।: [718, 790, 940, 829]
story-body: চট্টগ্রামের বিশেষ জজ আদালতের বিজ্ঞ বিচারক মুন্সী আব্দুল মজিদ চট্টগ্রাম থেকে বদলি হওয়ায় চট্টগ্রাম জেলা আইনজীবী সমিতির উদ্যোগে তাকে বিদায় সংবর্ধনা দেওয়া হয়েছে। অনুষ্ঠানে বক্তারা তার সততা, ন্যায়পরায়ণতা ও বিচারিক দক্ষতার প্রশংসা করেন। সংবর্ধনার জবাবে তিনি বলেন, আইনজীবী সমিতি আমাকে সম্মাননা জানিয়ে সকল বিচারকদের সম্মানিত করেছে।: [723, 251, 935, 309]
story-interns: [478, 500, 710, 663]
byline: আনোয়ারা (চট্টগ্রাম) প্রতিনিধি: [483, 846, 574, 856]
story-body: সেবা প্রদানে প্রযুক্তির ব্যবহার বাড়ানো হচ্ছে। ডিজিটাল বাংলাদেশের সফলতার পর এবার স্মার্ট বাংলাদেশ গড়ার লক্ষ্যে সরকার কাজ করছে। তরুণদের দক্ষ করে গড়ে তুলতে বিভিন্ন প্রশিক্ষণ কর্মসূচি চালু রয়েছে বলে বক্তারা উল্লেখ করেন।: [238, 583, 470, 612]
story-kidnap: [8, 1008, 230, 1228]
logo-part-left: জ: [52, 19, 80, 54]
story-body: নাছের হোসাইন, চট্টগ্রাম সাংবাদিক ইউনিয়নের সভাপতি, সাধারণ সম্পাদকসহ নেতৃবৃন্দ উপস্থিত ছিলেন। বক্তারা রেলওয়ের উন্নয়নে গণমাধ্যমের ভূমিকা তুলে ধরেন। অনুষ্ঠানে রেলওয়ে জার্নালিস্ট অ্যাসোসিয়েশনের নবনির্বাচিত কমিটির সদস্যদের সংবর্ধনা দেওয়া হয়।: [478, 146, 710, 185]
headline: প্যারোলে মুক্তি পেয়ে: [61, 516, 177, 533]
story-divider: [478, 803, 710, 804]
story-body: পাকিস্তানের পররাষ্ট্রমন্ত্রী ইসহাক দার জানিয়েছেন, তার দেশ ভারতের সঙ্গে ফের বাণিজ্যিক সম্পর্ক শুরুর বিষয়টি গুরুত্বের সঙ্গে বিবেচনা করবে। ২০১৯ সালে কাশ্মীরের বিশেষ মর্যাদা বাতিলের পর দুই দেশের মধ্যে বাণিজ্য স্থগিত হয়ে যায়।: [718, 1005, 940, 1043]
story-vc: [478, 675, 710, 798]
story-divider: [8, 811, 230, 812]
story-share: [238, 654, 470, 874]
column-rule: [474, 56, 475, 1522]
story-body: বেড়েছে। ২০১৬ সালে জাতিসংঘের টেকসই উন্নয়ন লক্ষ্যমাত্রা অনুযায়ী সবার জন্য নিরাপদ পানি নিশ্চিত করার অঙ্গীকার করা হয়েছিল। কিন্তু এখনও বিশ্বের বহু মানুষ বিশুদ্ধ পানির সংকটে ভুগছে বলে প্রতিবেদনে উল্লেখ করা হয়েছে।: [238, 400, 470, 429]
headline: আস্থার আলো আনোয়ারা ফাউন্ডেশনের উদ্যোগে গরুর মাংস ও ইফতার বিতরণ: [496, 812, 692, 843]
byline: নিজস্ব প্রতিবেদক: [718, 358, 769, 368]
story-body: বর্তমানে খাদ্যনিরাপত্তাহীনতায় ভুগছে দেশের বহু পরিবার। ঋণ করে খাবার কিনতে হচ্ছে প্রায় চার কোটি মানুষকে। এক গবেষণা প্রতিবেদনে এ তথ্য উঠে এসেছে। নিত্যপণ্যের দাম বাড়ায় নিম্ন আয়ের মানুষের দুর্ভোগ বেড়েছে বলে বিশেষজ্ঞরা মত দিয়েছেন।: [718, 709, 940, 748]
byline: চট্টগ্রাম ব্যুরো: [478, 707, 518, 717]
story-body: গতকাল রবিবার শেয়ারবাজারে লেনদেন শুরু হয় সূচকের পতন দিয়ে। দিনভর এ ধারা অব্যাহত থাকে। প্রধান সূচক ডিএসইএক্স আগের দিনের তুলনায় কমেছে। লেনদেন হওয়া বেশিরভাগ প্রতিষ্ঠানের শেয়ারের দাম কমেছে। চট্টগ্রাম স্টক এক্সচেঞ্জেও সূচক কমেছে।: [238, 795, 470, 834]
story-continuation: [478, 56, 710, 116]
story-body: দক্ষিণ-পশ্চিমাঞ্চলের আর্থ-সামাজিক উন্নয়নের লক্ষ্যে যশোরে একটি রপ্তানি প্রক্রিয়াকরণ অঞ্চল স্থাপনের উদ্যোগ নেওয়া হয়েছে। এ প্রকল্প বাস্তবায়িত হলে স্থানীয়ভাবে কর্মসংস্থান সৃষ্টি হবে এবং বিদেশি বিনিয়োগ আকৃষ্ট হবে বলে সংশ্লিষ্টরা আশা করছেন।: [8, 768, 230, 806]
story-body: নাছের হোসাইন, চট্টগ্রাম সাংবাদিক ইউনিয়নের সভাপতি, সাধারণ সম্পাদকসহ নেতৃবৃন্দ উপস্থিত ছিলেন। বক্তারা রেলওয়ের উন্নয়নে গণমাধ্যমের ভূমিকা তুলে ধরেন। অনুষ্ঠানে রেলওয়ে জার্নালিস্ট অ্যাসোসিয়েশনের নবনির্বাচিত কমিটির সদস্যদের সংবর্ধনা দেওয়া হয়।: [478, 267, 710, 306]
byline: মো. আলী আকবর, চট্টগ্রাম: [723, 120, 806, 130]
story-body: সঙ্গে একাধিক নিয়োগ প্রক্রিয়া স্থগিত রাখা হয়েছে। বন্দর কর্তৃপক্ষ জানায়, শূন্য পদগুলো পূরণে দ্রুত উদ্যোগ নেওয়া হবে। বন্দরের কার্যক্রম স্বাভাবিক রাখতে অস্থায়ী ভিত্তিতে জনবল নিয়োগ দেওয়া হয়েছে।: [238, 248, 470, 277]
column-1: [8, 56, 230, 1522]
story-food: [8, 817, 230, 997]
story-body: চট্টগ্রামের বিশেষ জজ আদালতের বিজ্ঞ বিচারক মুন্সী আব্দুল মজিদ চট্টগ্রাম থেকে বদলি হওয়ায় চট্টগ্রাম জেলা আইনজীবী সমিতির উদ্যোগে তাকে বিদায় সংবর্ধনা দেওয়া হয়েছে। অনুষ্ঠানে বক্তারা তার সততা, ন্যায়পরায়ণতা ও বিচারিক দক্ষতার প্রশংসা করেন। সংবর্ধনার জবাবে তিনি বলেন, আইনজীবী সমিতি আমাকে সম্মাননা জানিয়ে সকল বিচারকদের সম্মানিত করেছে।: [723, 132, 935, 190]
story-divider: [718, 494, 940, 495]
story-body: শিশু মৃত্যুহার প্রতি হাজারে ৩৩ এবং প্রতি লাখ জীবিত জন্মে শিশুর বিপরীতে মাতৃমৃত্যুর অনুপাত ১৩৬ জন, যা ২০২২ সালে ছিল ১৫৩ জন। মানুষের গড় আয়ু ৭২ বছর ৩ মাস, যা ২০২২ সালে ছিল ৭২ বছর ৪ মাস। দেশে সাক্ষরতার হার ৭৭ দশমিক ৯ শতাংশ। জনসংখ্যার ঘনত্ব প্রতি বর্গকিলোমিটারে ১ হাজার ১৭১ জন। শহর ও গ্রামের মধ্যে ব্যবধান কমছে, বিদ্যুৎ সুবিধা ৯৯ শতাংশ পরিবারে পৌঁছেছে বলে প্রতিবেদনে উল্লেখ করা হয়েছে। উন্নত উৎসের খাবার পানি ব্যবহার করছে প্রায় সব পরিবার।: [8, 151, 230, 219]
story-body: কামরুল হাসানসহ বাকি আসামিরা কারাগারে ছিলেন। তারা জেলে বসে পরিকল্পনা করেন কীভাবে বের হয়ে অপহরণ করা যায়। পরে জামিনে বের হয়ে তারা পরিকল্পনা বাস্তবায়ন করে। গোয়েন্দা পুলিশ জানায়, চক্রটি বিভিন্ন স্থানে একই কৌশলে অপরাধ সংঘটিত করেছে।: [238, 67, 470, 106]
headline: বিশ্বে বিশুদ্ধ পানি: [306, 380, 402, 397]
story-body: ৫ প্রিল, রাস্তা ১৭ এপ্রিল। তিনটিই কর্মকর্তার সিদ্ধান্তের বিরুদ্ধে আপিল ১৮ থেকে ২০ এপ্রিল। আপিল নিষ্পত্তি ২১ এপ্রিল, প্রার্থিতা প্রত্যাহারের শেষ সময় ২২ এপ্রিল, প্রতীক বরাদ্দ ২৩ এপ্রিল, ভোটগ্রহণ ৮ মে। প্রতিটি উপজেলায় নির্বাচনী কর্মকর্তা হিসেবে জেলা নির্বাচন কর্মকর্তা দায়িত্ব পালন করবেন।: [8, 319, 230, 367]
byline: জনবাণী ডেস্ক: [718, 520, 759, 529]
story-body: রমজানে এক কেজি গরুর মাংসের দাম ৮০০ টাকা। উপজেলার অসহায় ও দরিদ্র পরিবারের মাঝে গরুর মাংস ও ইফতার সামগ্রী বিতরণ করেছে আস্থার আলো আনোয়ারা ফাউন্ডেশন। শনিবার বিকালে স্থানীয় একটি স্কুল মাঠে এ বিতরণ কার্যক্রম অনুষ্ঠিত হয়।: [483, 938, 705, 977]
headline: ১৭ কোটির ১৫ লাখ: [50, 58, 188, 78]
story-water: [238, 381, 470, 461]
story-body: রোজার এই সময়ে ৫৯৫ টাকা কেজি দরে মাংস বিক্রি শুরু করেছেন ব্যবসায়ীরা। ক্রেতারা জানান, এই দামে মাংস পেয়ে তারা স্বস্তি পাচ্ছেন। ব্যবসায়ী সমিতির নেতারা বলেন, রমজান মাসজুড়ে এই দাম বহাল রাখার চেষ্টা করা হবে।: [478, 398, 710, 427]
story-divider: [8, 511, 230, 512]
headline: ঋণের টাকায় দেশের ৪ কোটি মানুষ খাবার কিনছেন: [731, 661, 927, 694]
story-body: বেতন ভাতা বৃদ্ধির দাবিতে আবারও ৪৮ ঘণ্টার কর্মবিরতি পালন করছেন চট্টগ্রাম মেডিকেল কলেজ হাসপাতালের ইন্টার্ন চিকিৎসকরা। রবিবার সকাল থেকে এ কর্মবিরতি শুরু হয়। এতে হাসপাতালের স্বাভাবিক চিকিৎসাসেবা ব্যাহত হচ্ছে বলে রোগী ও স্বজনরা অভিযোগ করেছেন।: [478, 544, 710, 583]
